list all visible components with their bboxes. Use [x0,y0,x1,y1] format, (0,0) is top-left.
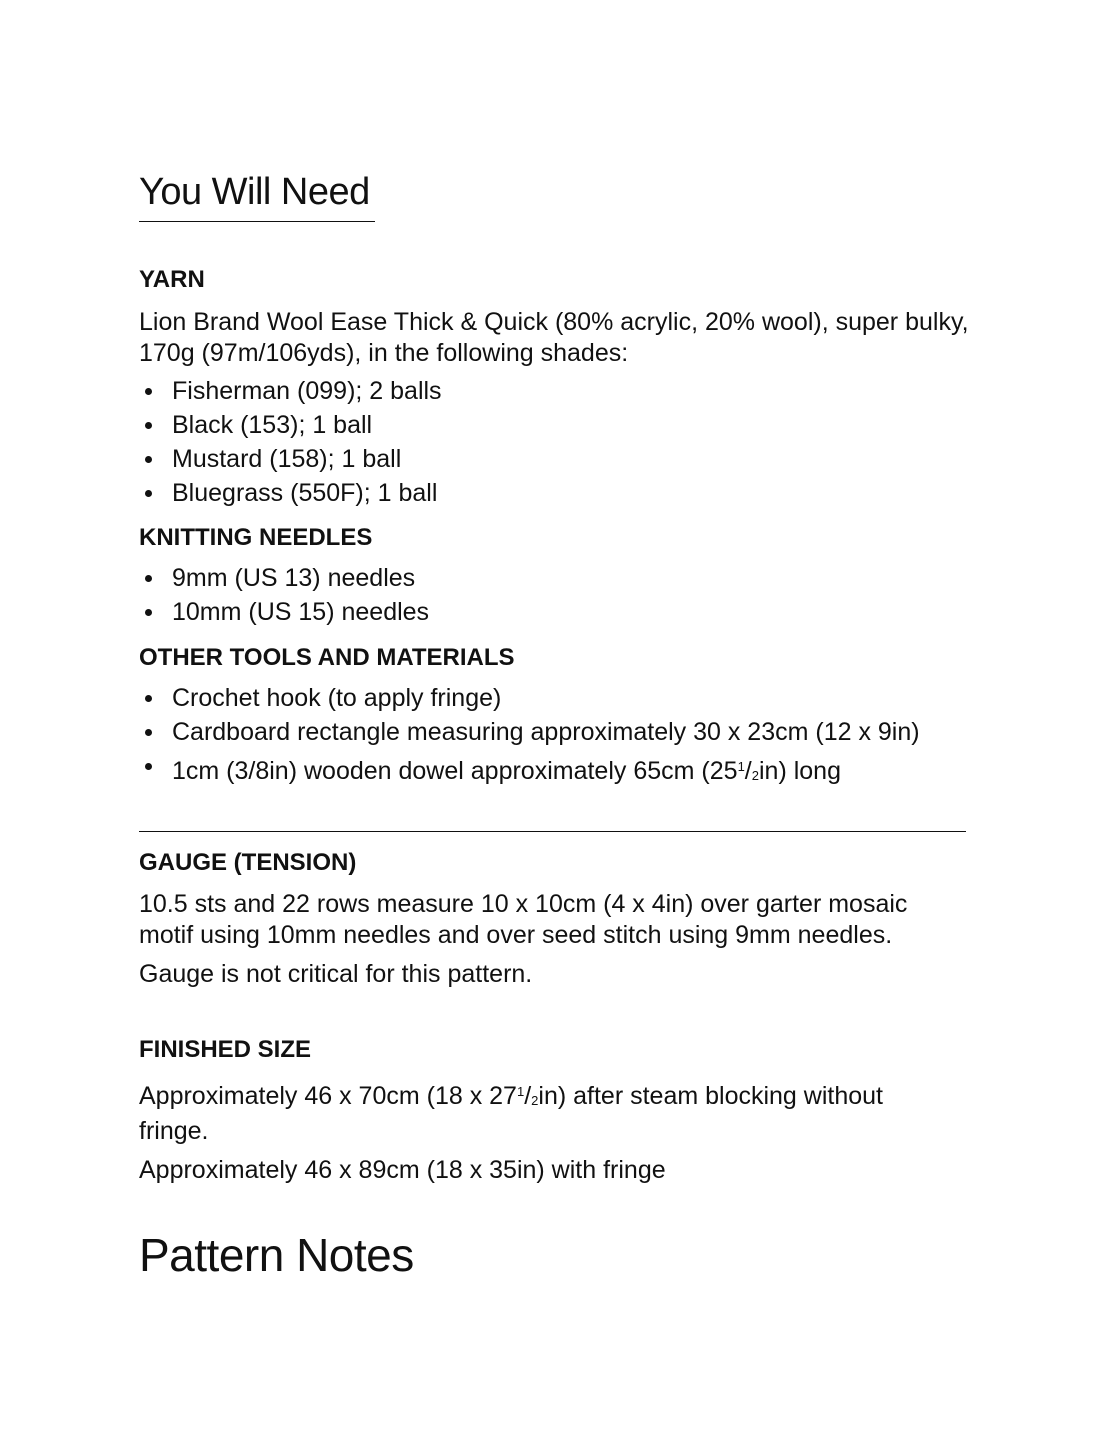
list-item-text: Crochet hook (to apply fringe) [172,684,502,712]
yarn-heading: YARN [139,266,205,293]
fraction-numerator: 1 [737,759,745,774]
bullet-icon [145,575,152,582]
bullet-icon [145,609,152,616]
fraction-denominator: 2 [751,768,759,783]
list-item [139,751,939,791]
size-text-before: Approximately 46 x 70cm (18 x 27 [139,1082,517,1110]
yarn-description: Lion Brand Wool Ease Thick & Quick (80% acrylic, 20% wool), super bulky, 170g (97m/106yds), in the following shades: [139,308,969,367]
tools-heading: OTHER TOOLS AND MATERIALS [139,644,515,671]
finished-size-heading: FINISHED SIZE [139,1036,312,1063]
size-text-after: in) after steam blocking without fringe. [139,1082,883,1145]
tools-section [139,643,969,794]
list-item [139,376,969,407]
needles-heading: KNITTING NEEDLES [139,524,373,551]
needles-section [139,523,969,631]
list-item-text: Cardboard rectangle measuring approximately 30 x 23cm (12 x 9in) [172,718,920,746]
bullet-icon [145,763,152,770]
section-divider [139,831,966,832]
bullet-icon [145,388,152,395]
fraction-slash: / [744,757,752,785]
yarn-list [139,376,969,509]
gauge-section [139,848,969,990]
list-item-text: Mustard (158); 1 ball [172,445,402,473]
list-item-text: 10mm (US 15) needles [172,598,430,626]
bullet-icon [145,422,152,429]
pattern-notes-title: Pattern Notes [139,1229,414,1281]
fraction-denominator: 2 [531,1093,539,1108]
list-item-text: Bluegrass (550F); 1 ball [172,479,438,507]
dowel-text-after: in) long [758,757,841,785]
list-item [139,717,939,748]
list-item-text [172,757,841,785]
bullet-icon [145,490,152,497]
list-item [139,410,969,441]
list-item-text: 9mm (US 13) needles [172,564,416,592]
finished-size-section [139,1035,969,1186]
list-item [139,683,939,714]
yarn-section [139,265,969,512]
you-will-need-title: You Will Need [139,171,370,213]
gauge-note: Gauge is not critical for this pattern. [139,960,533,988]
dowel-text-before: 1cm (3/8in) wooden dowel approximately 65cm (25 [172,757,738,785]
gauge-heading: GAUGE (TENSION) [139,849,357,876]
fraction-numerator: 1 [516,1084,525,1099]
list-item-text: Fisherman (099); 2 balls [172,377,442,405]
title-underline [139,221,375,222]
list-item [139,597,969,628]
list-item [139,563,969,594]
gauge-paragraph: 10.5 sts and 22 rows measure 10 x 10cm (4 x 4in) over garter mosaic motif using 10mm needles and over seed stitch using 9mm needles. [139,890,908,949]
bullet-icon [145,695,152,702]
list-item-text: Black (153); 1 ball [172,411,373,439]
list-item [139,478,969,509]
needles-list [139,563,969,628]
fraction-slash: / [524,1082,532,1110]
bullet-icon [145,729,152,736]
bullet-icon [145,456,152,463]
finished-size-fringe: Approximately 46 x 89cm (18 x 35in) with fringe [139,1156,666,1184]
tools-list [139,683,939,791]
list-item [139,444,969,475]
finished-size-paragraph [139,1076,949,1147]
